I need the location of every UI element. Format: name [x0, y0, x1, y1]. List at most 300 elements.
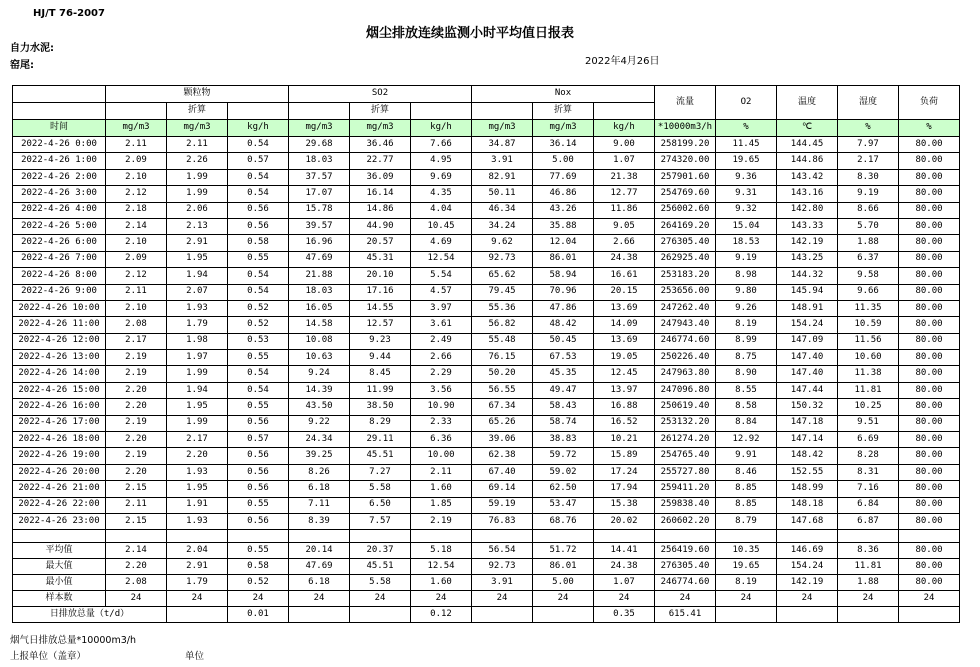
blank-cell	[13, 530, 106, 543]
cell: 3.56	[411, 382, 472, 398]
row-label: 2022-4-26 3:00	[13, 186, 106, 202]
cell: 56.55	[472, 382, 533, 398]
blank-cell	[228, 103, 289, 120]
cell: 13.69	[594, 333, 655, 349]
cell: 16.05	[289, 300, 350, 316]
cell: 12.57	[350, 317, 411, 333]
cell: 36.09	[350, 169, 411, 185]
cell: 152.55	[777, 464, 838, 480]
cell: 80.00	[899, 300, 960, 316]
cell: 1.79	[167, 317, 228, 333]
cell: 1.94	[167, 382, 228, 398]
cell: 18.53	[716, 235, 777, 251]
cell: 256002.60	[655, 202, 716, 218]
cell: 7.11	[289, 497, 350, 513]
cell: 274320.00	[655, 153, 716, 169]
cell: 9.31	[716, 186, 777, 202]
cell: 67.40	[472, 464, 533, 480]
cell: 2.91	[167, 559, 228, 575]
blank-cell	[13, 86, 106, 103]
cell: 24	[838, 591, 899, 607]
table-head	[13, 86, 960, 137]
cell: 18.03	[289, 153, 350, 169]
cell: 148.99	[777, 481, 838, 497]
table-row	[13, 559, 960, 575]
cell: 47.69	[289, 559, 350, 575]
cell: 253183.20	[655, 268, 716, 284]
cell: 20.15	[594, 284, 655, 300]
cell: 2.19	[106, 448, 167, 464]
cell: 0.56	[228, 218, 289, 234]
blank-cell	[655, 530, 716, 543]
cell: 80.00	[899, 415, 960, 431]
table-row	[13, 169, 960, 185]
cell: 16.14	[350, 186, 411, 202]
blank-cell	[106, 103, 167, 120]
cell: 47.69	[289, 251, 350, 267]
cell: 2.91	[167, 235, 228, 251]
blank-cell	[472, 103, 533, 120]
cell: 67.34	[472, 399, 533, 415]
cell: 1.95	[167, 481, 228, 497]
unit-cell: mg/m3	[106, 120, 167, 137]
cell: 80.00	[899, 137, 960, 153]
group-load: 负荷	[899, 86, 960, 120]
cell: 18.03	[289, 284, 350, 300]
cell: 24	[899, 591, 960, 607]
table-row	[13, 464, 960, 480]
cell: 10.25	[838, 399, 899, 415]
cell: 9.32	[716, 202, 777, 218]
group-pm: 颗粒物	[106, 86, 289, 103]
cell: 2.10	[106, 235, 167, 251]
cell: 258199.20	[655, 137, 716, 153]
cell: 80.00	[899, 153, 960, 169]
cell: 14.09	[594, 317, 655, 333]
blank-cell	[594, 103, 655, 120]
cell: 92.73	[472, 251, 533, 267]
cell: 2.17	[167, 432, 228, 448]
table-row	[13, 333, 960, 349]
cell: 76.83	[472, 513, 533, 529]
cell: 247943.40	[655, 317, 716, 333]
cell: 1.91	[167, 497, 228, 513]
cell: 1.79	[167, 575, 228, 591]
cell: 24	[106, 591, 167, 607]
cell: 13.97	[594, 382, 655, 398]
cell: 8.79	[716, 513, 777, 529]
cell: 12.04	[533, 235, 594, 251]
row-label: 2022-4-26 17:00	[13, 415, 106, 431]
cell: 8.58	[716, 399, 777, 415]
row-label: 2022-4-26 6:00	[13, 235, 106, 251]
group-so2: SO2	[289, 86, 472, 103]
row-label: 2022-4-26 11:00	[13, 317, 106, 333]
company-label: 自力水泥:	[10, 43, 54, 54]
cell: 80.00	[899, 235, 960, 251]
unit-cell: kg/h	[411, 120, 472, 137]
cell: 80.00	[899, 382, 960, 398]
report-unit-label: 上报单位（盖章）	[10, 651, 87, 662]
cell: 143.33	[777, 218, 838, 234]
cell: 1.95	[167, 251, 228, 267]
cell: 9.91	[716, 448, 777, 464]
cell: 8.45	[350, 366, 411, 382]
cell: 17.16	[350, 284, 411, 300]
cell: 56.54	[472, 543, 533, 559]
cell: 55.48	[472, 333, 533, 349]
cell: 142.80	[777, 202, 838, 218]
row-label: 2022-4-26 12:00	[13, 333, 106, 349]
cell: 2.09	[106, 153, 167, 169]
cell: 615.41	[655, 607, 716, 623]
cell: 19.05	[594, 350, 655, 366]
cell: 4.95	[411, 153, 472, 169]
cell	[777, 607, 838, 623]
cell: 7.16	[838, 481, 899, 497]
row-label: 2022-4-26 13:00	[13, 350, 106, 366]
cell: 4.04	[411, 202, 472, 218]
cell: 9.22	[289, 415, 350, 431]
cell: 2.17	[106, 333, 167, 349]
cell: 2.11	[106, 284, 167, 300]
cell: 8.31	[838, 464, 899, 480]
cell: 45.51	[350, 448, 411, 464]
cell: 5.58	[350, 481, 411, 497]
cell: 254765.40	[655, 448, 716, 464]
cell: 12.92	[716, 432, 777, 448]
cell: 79.45	[472, 284, 533, 300]
cell: 24	[716, 591, 777, 607]
cell: 8.90	[716, 366, 777, 382]
cell: 46.34	[472, 202, 533, 218]
cell: 2.20	[167, 448, 228, 464]
converted-label-pm: 折算	[167, 103, 228, 120]
units-row	[13, 120, 960, 137]
cell: 21.88	[289, 268, 350, 284]
cell: 2.12	[106, 186, 167, 202]
table-row	[13, 186, 960, 202]
cell: 250619.40	[655, 399, 716, 415]
table-row	[13, 235, 960, 251]
cell	[289, 607, 350, 623]
cell: 0.01	[228, 607, 289, 623]
group-humidity: 湿度	[838, 86, 899, 120]
cell: 8.19	[716, 317, 777, 333]
cell: 14.58	[289, 317, 350, 333]
cell: 142.19	[777, 235, 838, 251]
cell: 11.81	[838, 382, 899, 398]
cell: 8.99	[716, 333, 777, 349]
cell: 43.26	[533, 202, 594, 218]
row-label: 2022-4-26 19:00	[13, 448, 106, 464]
cell: 39.57	[289, 218, 350, 234]
cell: 11.56	[838, 333, 899, 349]
cell: 49.47	[533, 382, 594, 398]
cell: 59.19	[472, 497, 533, 513]
cell: 80.00	[899, 481, 960, 497]
cell: 6.69	[838, 432, 899, 448]
cell: 9.26	[716, 300, 777, 316]
cell: 0.57	[228, 432, 289, 448]
cell: 80.00	[899, 399, 960, 415]
unit-cell: ℃	[777, 120, 838, 137]
table-row	[13, 415, 960, 431]
cell: 8.29	[350, 415, 411, 431]
cell: 0.56	[228, 464, 289, 480]
cell: 247963.80	[655, 366, 716, 382]
cell: 59.02	[533, 464, 594, 480]
row-label: 最大值	[13, 559, 106, 575]
cell: 0.54	[228, 137, 289, 153]
cell: 1.99	[167, 415, 228, 431]
cell: 24	[350, 591, 411, 607]
cell: 250226.40	[655, 350, 716, 366]
cell: 58.43	[533, 399, 594, 415]
unit-cell: mg/m3	[350, 120, 411, 137]
table-row	[13, 448, 960, 464]
cell: 34.87	[472, 137, 533, 153]
cell: 147.44	[777, 382, 838, 398]
cell: 24	[777, 591, 838, 607]
cell: 68.76	[533, 513, 594, 529]
cell: 154.24	[777, 317, 838, 333]
cell: 67.53	[533, 350, 594, 366]
cell: 1.93	[167, 513, 228, 529]
row-label: 最小值	[13, 575, 106, 591]
table-row	[13, 366, 960, 382]
cell: 12.54	[411, 251, 472, 267]
table-row	[13, 591, 960, 607]
cell: 2.06	[167, 202, 228, 218]
cell: 51.72	[533, 543, 594, 559]
converted-label-nox: 折算	[533, 103, 594, 120]
cell: 2.08	[106, 575, 167, 591]
cell: 144.32	[777, 268, 838, 284]
table-row	[13, 153, 960, 169]
unit-cell: *10000m3/h	[655, 120, 716, 137]
cell: 144.86	[777, 153, 838, 169]
cell: 29.11	[350, 432, 411, 448]
cell: 1.98	[167, 333, 228, 349]
cell: 14.39	[289, 382, 350, 398]
row-label: 2022-4-26 5:00	[13, 218, 106, 234]
cell: 0.52	[228, 575, 289, 591]
table-row	[13, 202, 960, 218]
cell: 22.77	[350, 153, 411, 169]
cell: 6.87	[838, 513, 899, 529]
row-label: 2022-4-26 8:00	[13, 268, 106, 284]
blank-cell	[411, 103, 472, 120]
unit-cell: %	[838, 120, 899, 137]
row-label: 样本数	[13, 591, 106, 607]
cell	[899, 607, 960, 623]
cell: 3.91	[472, 153, 533, 169]
cell: 45.51	[350, 559, 411, 575]
cell: 147.18	[777, 415, 838, 431]
time-header: 时间	[13, 120, 106, 137]
cell: 2.14	[106, 218, 167, 234]
cell: 21.38	[594, 169, 655, 185]
cell: 147.09	[777, 333, 838, 349]
cell: 80.00	[899, 284, 960, 300]
cell: 7.27	[350, 464, 411, 480]
cell: 2.11	[411, 464, 472, 480]
blank-cell	[106, 530, 167, 543]
cell: 262925.40	[655, 251, 716, 267]
cell: 8.66	[838, 202, 899, 218]
cell: 261274.20	[655, 432, 716, 448]
cell: 2.08	[106, 317, 167, 333]
unit-cell: %	[899, 120, 960, 137]
cell: 69.14	[472, 481, 533, 497]
unit-cell: kg/h	[594, 120, 655, 137]
blank-cell	[411, 530, 472, 543]
cell: 24	[472, 591, 533, 607]
table-row	[13, 607, 960, 623]
cell: 147.40	[777, 366, 838, 382]
cell: 19.65	[716, 559, 777, 575]
cell: 247096.80	[655, 382, 716, 398]
cell: 9.69	[411, 169, 472, 185]
cell: 10.45	[411, 218, 472, 234]
cell: 276305.40	[655, 559, 716, 575]
cell: 48.42	[533, 317, 594, 333]
cell: 0.58	[228, 235, 289, 251]
table-body	[13, 137, 960, 623]
cell: 2.20	[106, 399, 167, 415]
cell: 1.93	[167, 300, 228, 316]
cell: 4.69	[411, 235, 472, 251]
cell: 1.85	[411, 497, 472, 513]
table-row	[13, 399, 960, 415]
cell: 2.19	[411, 513, 472, 529]
cell: 2.20	[106, 382, 167, 398]
row-label: 2022-4-26 9:00	[13, 284, 106, 300]
cell: 2.18	[106, 202, 167, 218]
cell: 2.07	[167, 284, 228, 300]
cell: 148.42	[777, 448, 838, 464]
cell: 148.18	[777, 497, 838, 513]
cell: 264169.20	[655, 218, 716, 234]
cell: 147.40	[777, 350, 838, 366]
cell: 255727.80	[655, 464, 716, 480]
unit-cell: kg/h	[228, 120, 289, 137]
cell: 4.35	[411, 186, 472, 202]
cell: 45.35	[533, 366, 594, 382]
cell: 86.01	[533, 251, 594, 267]
table-row	[13, 268, 960, 284]
cell: 9.23	[350, 333, 411, 349]
blank-cell	[594, 530, 655, 543]
cell: 20.10	[350, 268, 411, 284]
cell: 6.18	[289, 481, 350, 497]
cell: 5.00	[533, 153, 594, 169]
cell: 16.61	[594, 268, 655, 284]
cell: 24.38	[594, 251, 655, 267]
blank-cell	[289, 103, 350, 120]
cell: 143.25	[777, 251, 838, 267]
cell: 8.36	[838, 543, 899, 559]
cell: 1.07	[594, 153, 655, 169]
group-temp: 温度	[777, 86, 838, 120]
row-label: 2022-4-26 0:00	[13, 137, 106, 153]
cell: 6.84	[838, 497, 899, 513]
cell: 4.57	[411, 284, 472, 300]
cell: 45.31	[350, 251, 411, 267]
cell: 8.85	[716, 481, 777, 497]
cell: 0.53	[228, 333, 289, 349]
cell: 1.88	[838, 235, 899, 251]
cell: 9.58	[838, 268, 899, 284]
cell: 24	[594, 591, 655, 607]
row-label: 2022-4-26 7:00	[13, 251, 106, 267]
cell: 2.14	[106, 543, 167, 559]
cell: 9.19	[838, 186, 899, 202]
cell: 11.99	[350, 382, 411, 398]
table-row	[13, 218, 960, 234]
cell: 247262.40	[655, 300, 716, 316]
cell: 80.00	[899, 251, 960, 267]
cell: 1.99	[167, 169, 228, 185]
cell: 0.55	[228, 543, 289, 559]
cell: 254769.60	[655, 186, 716, 202]
table-row	[13, 350, 960, 366]
cell: 6.37	[838, 251, 899, 267]
cell: 8.26	[289, 464, 350, 480]
cell: 2.19	[106, 350, 167, 366]
cell: 8.30	[838, 169, 899, 185]
cell: 20.02	[594, 513, 655, 529]
cell: 80.00	[899, 497, 960, 513]
cell: 5.70	[838, 218, 899, 234]
unit-cell: %	[716, 120, 777, 137]
cell: 53.47	[533, 497, 594, 513]
cell: 148.91	[777, 300, 838, 316]
cell: 12.54	[411, 559, 472, 575]
cell: 8.46	[716, 464, 777, 480]
cell: 50.11	[472, 186, 533, 202]
cell: 50.20	[472, 366, 533, 382]
cell: 253656.00	[655, 284, 716, 300]
row-label: 2022-4-26 1:00	[13, 153, 106, 169]
cell: 15.38	[594, 497, 655, 513]
cell: 80.00	[899, 218, 960, 234]
cell: 14.55	[350, 300, 411, 316]
cell: 24.38	[594, 559, 655, 575]
cell: 0.58	[228, 559, 289, 575]
cell: 55.36	[472, 300, 533, 316]
cell: 80.00	[899, 513, 960, 529]
cell: 259411.20	[655, 481, 716, 497]
cell: 15.89	[594, 448, 655, 464]
unit-cell: mg/m3	[472, 120, 533, 137]
blank-cell	[533, 530, 594, 543]
flue-total-note: 烟气日排放总量*10000m3/h	[10, 635, 136, 646]
row-label: 2022-4-26 10:00	[13, 300, 106, 316]
cell: 9.44	[350, 350, 411, 366]
cell: 58.74	[533, 415, 594, 431]
row-label: 2022-4-26 21:00	[13, 481, 106, 497]
row-label: 2022-4-26 20:00	[13, 464, 106, 480]
separator-row	[13, 530, 960, 543]
cell: 8.19	[716, 575, 777, 591]
monitoring-table	[12, 85, 960, 623]
cell: 2.10	[106, 169, 167, 185]
blank-cell	[167, 530, 228, 543]
cell: 154.24	[777, 559, 838, 575]
cell: 11.86	[594, 202, 655, 218]
